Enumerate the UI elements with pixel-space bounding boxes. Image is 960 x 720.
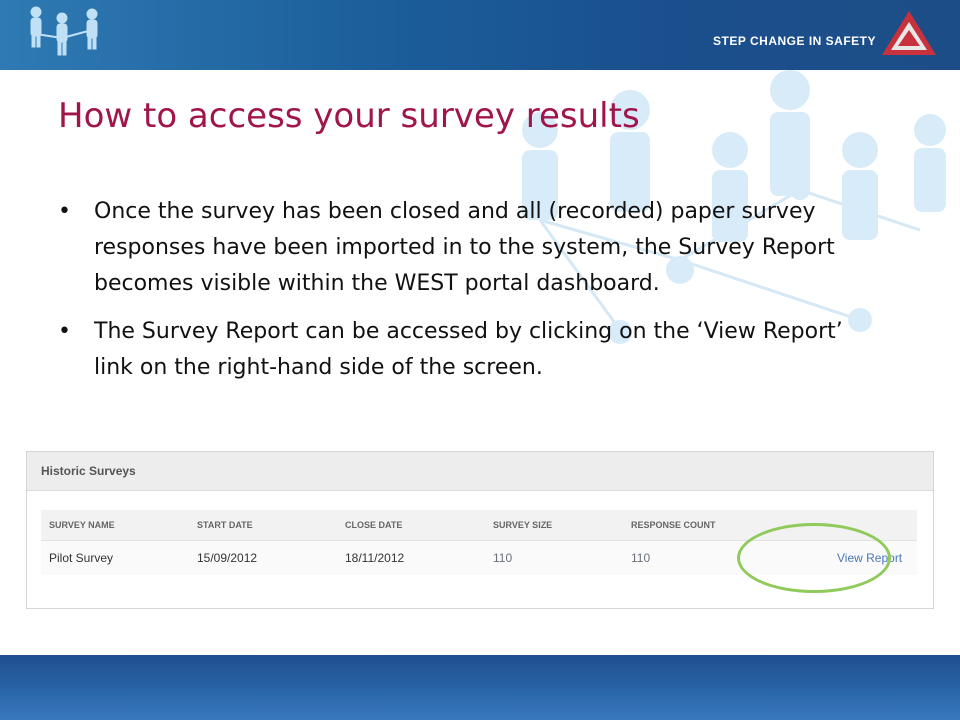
bullet-text: Once the survey has been closed and all (recorded) paper survey responses have been imported in to the system, the Survey Report becomes visible within the WEST portal dashboard. [94, 199, 835, 296]
view-report-link[interactable]: View Report [837, 551, 903, 565]
table-header-row [41, 510, 917, 541]
slide-title: How to access your survey results [58, 96, 640, 136]
panel-title: Historic Surveys [27, 452, 933, 491]
footer-bar [0, 655, 960, 720]
survey-size-cell: 110 [485, 541, 623, 576]
historic-surveys-panel [26, 451, 934, 609]
column-header: SURVEY SIZE [485, 510, 623, 541]
people-network-icon [22, 4, 112, 64]
close-date-cell: 18/11/2012 [337, 541, 485, 576]
bullet-item [58, 314, 878, 386]
brand-text: STEP CHANGE IN SAFETY [713, 34, 876, 48]
column-header [801, 510, 917, 541]
bullet-text: The Survey Report can be accessed by clicking on the ‘View Report’ link on the right-hand side of the screen. [94, 319, 843, 380]
table-row [41, 541, 917, 576]
column-header: START DATE [189, 510, 337, 541]
survey-name-cell: Pilot Survey [41, 541, 189, 576]
bullet-item [58, 194, 878, 302]
triangle-logo-icon [880, 8, 938, 58]
surveys-table [41, 510, 917, 575]
action-cell [801, 541, 917, 576]
bullet-dot-icon: • [58, 199, 71, 224]
column-header: CLOSE DATE [337, 510, 485, 541]
header-bar [0, 0, 960, 70]
column-header: RESPONSE COUNT [623, 510, 801, 541]
start-date-cell: 15/09/2012 [189, 541, 337, 576]
response-count-cell: 110 [623, 541, 801, 576]
bullet-dot-icon: • [58, 319, 71, 344]
bullet-list [58, 194, 878, 398]
column-header: SURVEY NAME [41, 510, 189, 541]
